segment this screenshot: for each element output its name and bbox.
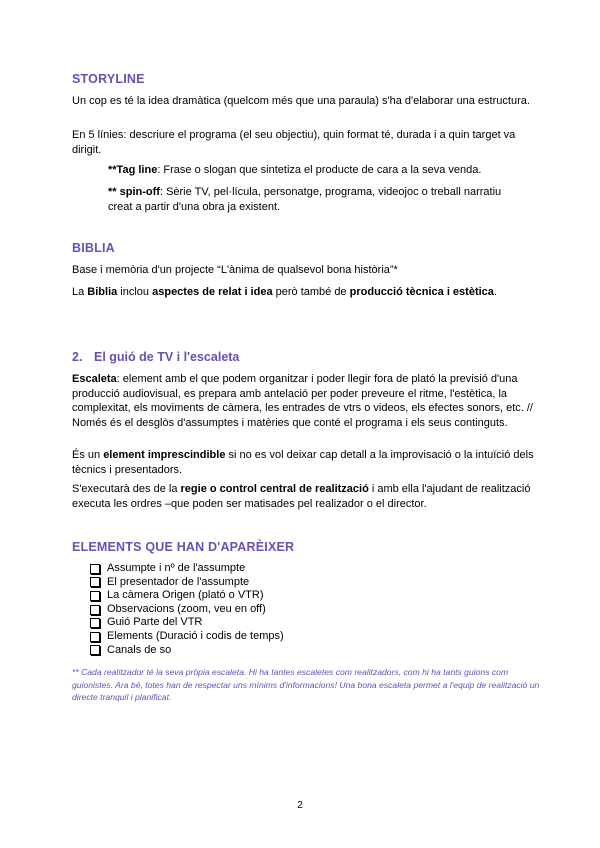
- elements-heading: ELEMENTS QUE HAN D'APARÈIXER: [72, 540, 295, 554]
- checkbox-bullet-icon: [90, 632, 100, 642]
- list-item: [90, 630, 284, 644]
- text-run: És un: [72, 449, 104, 461]
- list-item: [90, 644, 284, 658]
- spinoff-definition: [108, 185, 528, 214]
- list-item-label: Guió Parte del VTR: [107, 616, 203, 629]
- text-bold: regie o control central de realització: [180, 483, 369, 495]
- biblia-heading: BIBLIA: [72, 241, 115, 255]
- text-bold: aspectes de relat i idea: [152, 286, 273, 298]
- storyline-paragraph-2: En 5 línies: descriure el programa (el seu objectiu), quin format té, durada i a quin target va dirigit.: [72, 129, 516, 156]
- list-item-label: El presentador de l'assumpte: [107, 575, 250, 588]
- list-item: [90, 603, 284, 617]
- list-item-label: Canals de so: [107, 643, 172, 656]
- imprescindible-paragraph: [72, 448, 534, 477]
- page-number: 2: [297, 800, 303, 811]
- list-item: [90, 616, 284, 630]
- list-item-label: Assumpte i nº de l'assumpte: [107, 562, 246, 574]
- tagline-term: **Tag line: [108, 164, 158, 176]
- text-run: i amb ella l'ajudant de realització executa les ordres –que poden ser matisades pel realizador o el director.: [72, 483, 531, 510]
- biblia-paragraph-2: [72, 285, 534, 300]
- escaleta-definition: [72, 372, 534, 430]
- storyline-heading: STORYLINE: [72, 72, 145, 86]
- escaleta-note: ** Cada realitzador té la seva pròpia escaleta. Hi ha tantes escaletes com realitzadors, com hi ha tants guions com guionistes. Ara bé, totes han de respectar uns mínims d'informacions! Una bona escaleta permet a l'equip de realització un directe tranquil i planificat.: [72, 667, 540, 702]
- checkbox-bullet-icon: [90, 577, 100, 587]
- checkbox-bullet-icon: [90, 618, 100, 628]
- list-item-label: Observacions (zoom, veu en off): [107, 602, 266, 615]
- escaleta-term: Escaleta: [72, 373, 117, 385]
- spinoff-text: : Sèrie TV, pel·lícula, personatge, programa, videojoc o treball narratiu creat a partir d'una obra ja existent.: [108, 186, 502, 213]
- list-item: [90, 576, 284, 590]
- elements-checklist: [90, 562, 284, 657]
- list-item-label: Elements (Duració i codis de temps): [107, 629, 284, 642]
- list-item: [90, 589, 284, 603]
- text-bold: Biblia: [87, 286, 118, 298]
- list-item: [90, 562, 284, 576]
- text-run: inclou: [117, 286, 153, 298]
- section-number: 2.: [72, 350, 83, 364]
- section-2-heading: [72, 350, 239, 364]
- checkbox-bullet-icon: [90, 605, 100, 615]
- text-bold: producció tècnica i estètica: [349, 286, 494, 298]
- text-run: S'executarà des de la: [72, 483, 181, 495]
- text-bold: element imprescindible: [103, 449, 226, 461]
- text-run: .: [493, 286, 497, 298]
- text-run: si no es vol deixar cap detall a la improvisació o la intuïció dels tècnics i presentadors.: [72, 449, 534, 476]
- checkbox-bullet-icon: [90, 564, 100, 574]
- escaleta-text: : element amb el que podem organitzar i poder llegir fora de plató la previsió d'una producció audiovisual, es prepara amb antelació per poder preveure el ritme, l'estètica, la complexitat, els moviments de càmera, les entrades de vtrs o videos, els efectes sonors, etc. // Només és el desglòs d'assumptes i matèries que conté el programa i els seus continguts.: [72, 373, 533, 429]
- biblia-paragraph-1: Base i memòria d'un projecte “L'ànima de qualsevol bona història”*: [72, 264, 398, 276]
- checkbox-bullet-icon: [90, 645, 100, 655]
- tagline-definition: [108, 163, 528, 178]
- checkbox-bullet-icon: [90, 591, 100, 601]
- spinoff-term: ** spin-off: [108, 186, 160, 198]
- regie-paragraph: [72, 482, 534, 511]
- text-run: però també de: [272, 286, 350, 298]
- tagline-text: : Frase o slogan que sintetiza el producte de cara a la seva venda.: [157, 164, 482, 176]
- storyline-paragraph-1: Un cop es té la idea dramàtica (quelcom més que una paraula) s'ha d'elaborar una estructura.: [72, 95, 530, 107]
- list-item-label: La càmera Origen (plató o VTR): [107, 589, 264, 602]
- section-title: El guió de TV i l'escaleta: [94, 350, 240, 364]
- text-run: La: [72, 286, 88, 298]
